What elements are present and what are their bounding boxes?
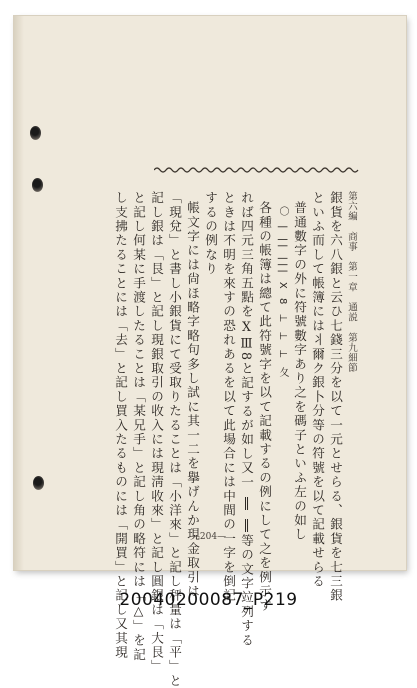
text-column: 帳文字には尙ほ略字略句多し試に其一二を擧げんか現金取引は (185, 201, 200, 599)
text-column: と記し何某に手渡したることは「某兄手」と記し角の略符には「△」を記 (131, 191, 146, 662)
page-number: —204— (190, 532, 227, 542)
text-column: し支拂たることには「去」と記し買入たるものには「開買」と記し又其現 (113, 191, 128, 660)
chapter-header: 第六編 商事 第一章 通説 第九細節 (346, 191, 357, 373)
text-column: するの例なり (203, 191, 218, 277)
text-column: 「現兌」と書し小銀貨にて受取りたることは「小洋來」と記し秤量は「平」と (167, 191, 182, 688)
text-column: 普通數字の外に符號數字あり之を碼子といふ左の如し (292, 201, 307, 542)
text-column: といふ而して帳簿には丬爾ク銀卜分等の符號を以て記載せらる (310, 191, 325, 589)
wavy-divider (154, 166, 359, 173)
text-column: ときは不明を來すの恐れあるを以て此場合には中間の一字を倒記 (221, 191, 236, 603)
binding-hole (33, 476, 44, 490)
text-column: 銀貨を六八銀と云ひ七錢三分を以て一元とせらる、銀貨を七三銀 (328, 191, 343, 603)
numeral-row: 〇 | || ||| X 8 ⊥ ⊥ ⊥ 夂 (277, 206, 288, 381)
binding-hole (32, 178, 43, 192)
text-column: 各種の帳簿は總て此符號字を以て記載するの例にして之を例示す (257, 201, 272, 613)
text-column: れば四元三角五點をⅩⅢ8と記するが如し又一 ‖ ‖等の文字竝列する (239, 191, 254, 648)
text-column: 記し銀は「艮」と記し現銀取引の收入には現淸收來」と記し圓銀は「大艮」 (149, 191, 164, 674)
image-caption: 20040200087_P219 (119, 590, 298, 610)
binding-hole (30, 126, 41, 140)
